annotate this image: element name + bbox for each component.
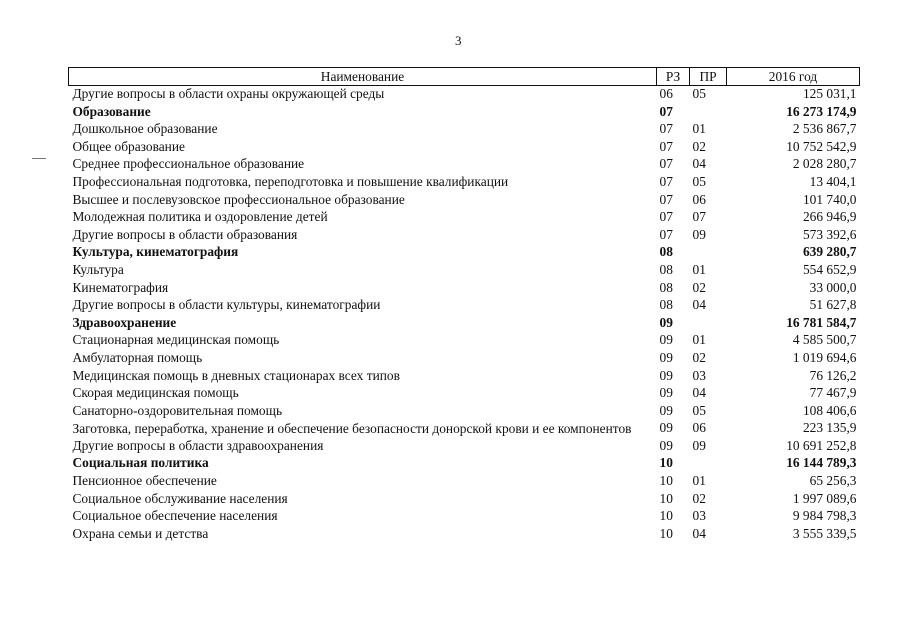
row-pr: 05	[692, 402, 706, 418]
row-pr: 03	[692, 367, 706, 383]
row-name: Среднее профессиональное образование	[72, 156, 305, 172]
row-rz: 07	[659, 138, 673, 154]
row-name: Высшее и послевузовское профессиональное образование	[72, 191, 405, 207]
row-value: 554 652,9	[802, 261, 857, 277]
row-value: 77 467,9	[809, 385, 857, 401]
row-rz: 07	[659, 226, 673, 242]
table-row	[69, 86, 860, 104]
row-name: Охрана семьи и детства	[72, 525, 209, 541]
row-name: Скорая медицинская помощь	[72, 385, 239, 401]
row-name: Здравоохранение	[72, 314, 177, 330]
row-rz: 07	[659, 209, 673, 225]
row-name: Амбулаторная помощь	[72, 349, 203, 365]
table-row	[69, 280, 860, 298]
row-rz: 09	[659, 385, 673, 401]
row-rz: 08	[659, 261, 673, 277]
row-pr: 02	[692, 349, 706, 365]
row-rz: 09	[659, 420, 673, 436]
row-rz: 07	[659, 156, 673, 172]
row-name: Санаторно-оздоровительная помощь	[72, 402, 283, 418]
row-value: 1 019 694,6	[792, 349, 857, 365]
row-pr	[690, 104, 727, 122]
section-row	[69, 244, 860, 262]
row-name: Пенсионное обеспечение	[72, 473, 217, 489]
row-pr: 04	[692, 156, 706, 172]
row-value: 16 781 584,7	[786, 314, 857, 330]
row-pr: 01	[692, 261, 706, 277]
row-pr	[690, 244, 727, 262]
row-name: Социальное обеспечение населения	[72, 508, 278, 524]
table-row	[69, 227, 860, 245]
row-rz: 07	[659, 173, 673, 189]
row-name: Культура, кинематография	[72, 244, 239, 260]
table-row	[69, 156, 860, 174]
page-number: 3	[455, 33, 462, 48]
row-rz: 10	[659, 455, 673, 471]
row-rz: 09	[659, 402, 673, 418]
row-value: 108 406,6	[802, 402, 857, 418]
row-value: 65 256,3	[809, 473, 857, 489]
row-value: 76 126,2	[809, 367, 857, 383]
row-name: Социальное обслуживание населения	[72, 490, 288, 506]
row-value: 16 144 789,3	[786, 455, 857, 471]
row-pr: 03	[692, 508, 706, 524]
table-row	[69, 385, 860, 403]
row-rz: 06	[659, 86, 673, 101]
header-pr: ПР	[690, 68, 727, 86]
table-row	[69, 473, 860, 491]
table-row	[69, 192, 860, 210]
row-pr: 01	[692, 332, 706, 348]
row-value: 33 000,0	[809, 279, 857, 295]
row-name: Профессиональная подготовка, переподготовка и повышение квалификации	[72, 173, 509, 189]
row-name: Другие вопросы в области здравоохранения	[72, 437, 324, 453]
table-row	[69, 174, 860, 192]
row-rz: 08	[659, 279, 673, 295]
row-value: 13 404,1	[809, 173, 857, 189]
row-name: Другие вопросы в области культуры, кинематографии	[72, 297, 381, 313]
row-rz: 08	[659, 244, 673, 260]
budget-table	[68, 67, 860, 543]
row-rz: 09	[659, 437, 673, 453]
row-value: 573 392,6	[802, 226, 857, 242]
table-row	[69, 297, 860, 315]
row-pr: 06	[692, 191, 706, 207]
table-row	[69, 139, 860, 157]
row-rz: 07	[659, 121, 673, 137]
margin-mark	[32, 158, 46, 159]
section-row	[69, 455, 860, 473]
table-body	[69, 86, 860, 544]
row-pr: 09	[692, 226, 706, 242]
row-pr: 05	[692, 173, 706, 189]
row-value: 2 536 867,7	[792, 121, 857, 137]
row-rz: 10	[659, 508, 673, 524]
row-pr: 07	[692, 209, 706, 225]
table-row	[69, 508, 860, 526]
row-name: Молодежная политика и оздоровление детей	[72, 209, 328, 225]
row-rz: 09	[659, 349, 673, 365]
row-value: 2 028 280,7	[792, 156, 857, 172]
row-pr	[690, 455, 727, 473]
table-row	[69, 438, 860, 456]
row-pr: 02	[692, 138, 706, 154]
row-value: 101 740,0	[802, 191, 857, 207]
row-value: 10 752 542,9	[786, 138, 857, 154]
row-pr: 09	[692, 437, 706, 453]
row-rz: 09	[659, 314, 673, 330]
table-header-row	[69, 68, 860, 86]
row-rz: 07	[659, 103, 673, 119]
table-row	[69, 403, 860, 421]
row-pr: 04	[692, 525, 706, 541]
row-pr	[690, 315, 727, 333]
table-row	[69, 332, 860, 350]
row-value: 3 555 339,5	[792, 525, 857, 541]
row-name: Социальная политика	[72, 455, 209, 471]
row-rz: 09	[659, 332, 673, 348]
row-value: 266 946,9	[802, 209, 857, 225]
row-rz: 10	[659, 473, 673, 489]
row-name: Общее образование	[72, 138, 185, 154]
row-value: 4 585 500,7	[792, 332, 857, 348]
table-row	[69, 350, 860, 368]
row-name: Медицинская помощь в дневных стационарах всех типов	[72, 367, 400, 383]
row-value: 51 627,8	[809, 297, 857, 313]
row-rz: 09	[659, 367, 673, 383]
row-name: Другие вопросы в области охраны окружающей среды	[72, 86, 385, 101]
row-value: 16 273 174,9	[786, 103, 857, 119]
row-name: Образование	[72, 103, 151, 119]
row-rz: 10	[659, 490, 673, 506]
section-row	[69, 104, 860, 122]
header-rz: РЗ	[657, 68, 690, 86]
table-row	[69, 491, 860, 509]
row-pr: 01	[692, 473, 706, 489]
row-name: Другие вопросы в области образования	[72, 226, 298, 242]
row-pr: 02	[692, 279, 706, 295]
row-name: Заготовка, переработка, хранение и обеспечение безопасности донорской крови и ее компонентов	[72, 421, 632, 437]
table-row	[69, 420, 860, 438]
table-row	[69, 368, 860, 386]
row-value: 1 997 089,6	[792, 490, 857, 506]
row-name: Кинематография	[72, 279, 169, 295]
row-name: Культура	[72, 261, 124, 277]
row-pr: 04	[692, 297, 706, 313]
table-row	[69, 121, 860, 139]
row-rz: 10	[659, 525, 673, 541]
row-pr: 02	[692, 490, 706, 506]
row-name: Дошкольное образование	[72, 121, 218, 137]
row-pr: 05	[692, 86, 706, 101]
table-row	[69, 209, 860, 227]
header-year: 2016 год	[727, 68, 860, 86]
row-value: 10 691 252,8	[786, 437, 857, 453]
row-pr: 04	[692, 385, 706, 401]
section-row	[69, 315, 860, 333]
row-value: 223 135,9	[802, 420, 857, 436]
row-rz: 07	[659, 191, 673, 207]
row-value: 639 280,7	[802, 244, 857, 260]
row-pr: 01	[692, 121, 706, 137]
row-name: Стационарная медицинская помощь	[72, 332, 280, 348]
table-row	[69, 526, 860, 544]
row-value: 125 031,1	[802, 86, 857, 101]
row-value: 9 984 798,3	[792, 508, 857, 524]
table-row	[69, 262, 860, 280]
row-rz: 08	[659, 297, 673, 313]
header-name: Наименование	[69, 68, 657, 86]
row-pr: 06	[692, 420, 706, 436]
